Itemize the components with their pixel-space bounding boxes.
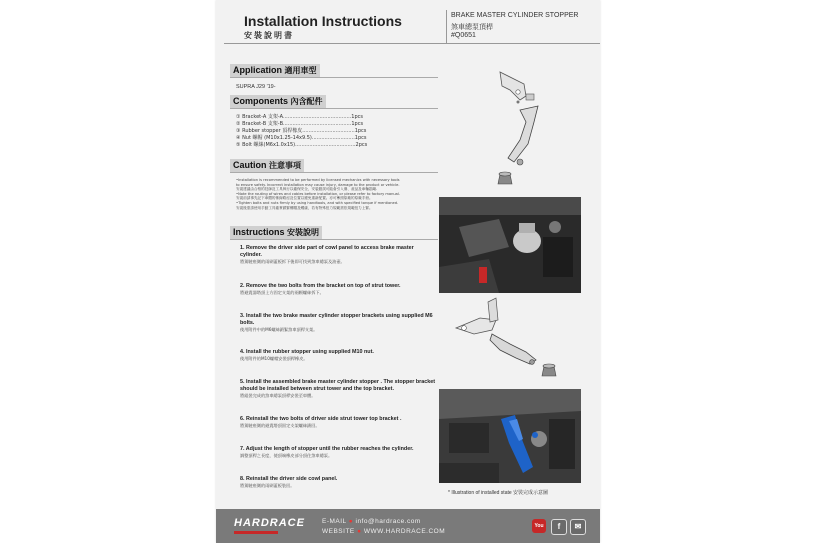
step-text-zh: 將避震器塔頂上方固定支架的兩顆螺絲拆下。	[240, 290, 324, 295]
step-text-zh: 將駕駛座側的雨刷蓋板裝回。	[240, 483, 295, 488]
caution-list	[236, 178, 436, 210]
application-heading	[230, 64, 320, 77]
wechat-icon[interactable]: ✉	[570, 519, 586, 535]
instruction-step-7	[240, 446, 436, 459]
product-code: #Q0651	[451, 32, 476, 39]
bullet-icon: ●	[348, 518, 354, 525]
caution-heading	[230, 159, 304, 172]
brand-logo: HARDRACE	[234, 517, 305, 529]
instruction-step-1	[240, 245, 436, 265]
website-label: WEBSITE	[322, 528, 355, 535]
instructions-heading	[230, 226, 322, 239]
components-heading-zh: 內含配件	[290, 97, 323, 106]
brand-logo-stripe	[234, 531, 278, 534]
instruction-step-8	[240, 476, 436, 489]
caption-zh: 安裝完成示意圖	[513, 490, 549, 496]
step-text: 4. Install the rubber stopper using supplied M10 nut.	[240, 349, 374, 355]
components-rule	[230, 108, 438, 109]
caution-line: 安裝建議由合格的技師及工具執行以確保安全，安裝錯誤可能會引入傷、產品及車輛損壞.	[236, 187, 378, 192]
instructions-heading-zh: 安裝說明	[287, 228, 320, 237]
step-text: 1. Remove the driver side part of cowl panel to access brake master cylinder.	[240, 245, 414, 258]
website-link[interactable]: WWW.HARDRACE.COM	[363, 528, 446, 535]
header-rule	[224, 43, 600, 44]
parts-illustration	[480, 66, 560, 190]
step-text: 8. Reinstall the driver side cowl panel.	[240, 476, 338, 482]
instructions-rule	[230, 239, 438, 240]
footer-bar	[216, 509, 600, 543]
installed-state-caption	[448, 489, 548, 496]
list-item: ④ Nut 螺帽 (M10x1.25-14x9.5)...........................1pcs	[236, 135, 367, 141]
footer-website-line	[322, 528, 445, 535]
installed-state-photo	[439, 389, 581, 483]
caution-line: 安裝前請事先記下車體的佈線路徑及位置以避免重新配置。亦可參照原廠的原廠手冊。	[236, 196, 373, 201]
facebook-icon[interactable]: f	[551, 519, 567, 535]
engine-bay-image	[439, 197, 581, 293]
bracket-assembly-illustration	[450, 294, 570, 384]
application-value: SUPRA J29 '19-	[236, 84, 276, 90]
caution-line: •Installation is recommended to be performed by licensed mechanics with necessary tools	[236, 178, 400, 182]
youtube-icon[interactable]: You	[532, 519, 546, 533]
product-name-zh: 煞車總泵頂桿	[451, 23, 493, 31]
step-text-zh: 使用附件中的M6螺絲鎖緊煞車頂桿支架。	[240, 327, 318, 332]
email-label: E-MAIL	[322, 518, 347, 525]
step-text: 3. Install the two brake master cylinder stopper brackets using supplied M6 bolts.	[240, 313, 433, 326]
caption-en: * Illustration of installed state	[448, 490, 512, 496]
caution-heading-zh: 注意事項	[269, 161, 302, 170]
instruction-step-3	[240, 313, 436, 333]
caution-line: to ensure safety. Incorrect installation may cause injury, damage to the product or vehicle.	[236, 182, 400, 187]
components-heading	[230, 95, 326, 108]
product-name: BRAKE MASTER CYLINDER STOPPER	[451, 12, 579, 19]
components-heading-en: Components	[233, 96, 288, 106]
step-text: 2. Remove the two bolts from the bracket on top of strut tower.	[240, 283, 401, 289]
installed-state-image	[439, 389, 581, 483]
step-text-zh: 將駕駛座側的避震塔頂固定支架螺絲鎖回。	[240, 423, 320, 428]
caution-line: 安裝後需請使用手動工具確實鎖緊螺帽及螺絲，若有特殊扭力規範需依規範扭力上緊。	[236, 205, 373, 210]
step-text-zh: 將組裝完成的煞車總泵頂桿安裝至車體。	[240, 393, 316, 398]
step-text-zh: 使用附件的M10螺帽安裝頂桿橡皮。	[240, 356, 308, 361]
page-title: Installation Instructions	[244, 13, 402, 29]
step-text-zh: 將駕駛座側的雨刷蓋板拆下後即可找到煞車總泵及油壺。	[240, 259, 345, 264]
step-text: 6. Reinstall the two bolts of driver side strut tower top bracket .	[240, 416, 402, 422]
application-rule	[230, 77, 438, 78]
caution-heading-en: Caution	[233, 160, 267, 170]
list-item: ③ Rubber stopper 頂桿橡皮.................................1pcs	[236, 128, 367, 134]
list-item: ② Bracket-B 支架-B...........................................1pcs	[236, 121, 364, 127]
caution-line: •Tighten bolts and nuts firmly by using handtools, and with specified torque if mentioned.	[236, 200, 399, 205]
list-item: ① Bracket-A 支架-A...........................................1pcs	[236, 114, 364, 120]
page-title-zh: 安裝說明書	[244, 31, 294, 40]
caution-line: •Note the routing of wires and cables before installation, or please refer to factory manual.	[236, 191, 400, 196]
bullet-icon: ●	[357, 528, 362, 535]
caution-rule	[230, 172, 438, 173]
email-link[interactable]: info@hardrace.com	[355, 518, 421, 525]
components-list	[236, 114, 367, 149]
application-heading-en: Application	[233, 65, 282, 75]
step-text-zh: 調整頂桿之長度，使頂端橡皮部分頂住煞車總泵。	[240, 453, 333, 458]
header-divider	[446, 10, 447, 44]
instruction-step-5	[240, 379, 436, 399]
step-text: 5. Install the assembled brake master cylinder stopper . The stopper bracket should be installed between strut tower and the top bracket.	[240, 379, 436, 392]
engine-bay-photo	[439, 197, 581, 293]
footer-email-line	[322, 518, 421, 525]
instruction-step-2	[240, 283, 436, 296]
instruction-step-4	[240, 349, 436, 362]
list-item: ⑤ Bolt 螺絲(M6x1.0x15)......................................2pcs	[236, 142, 368, 148]
instruction-step-6	[240, 416, 436, 429]
application-heading-zh: 適用車型	[284, 66, 317, 75]
step-text: 7. Adjust the length of stopper until the rubber reaches the cylinder.	[240, 446, 414, 452]
instructions-heading-en: Instructions	[233, 227, 285, 237]
